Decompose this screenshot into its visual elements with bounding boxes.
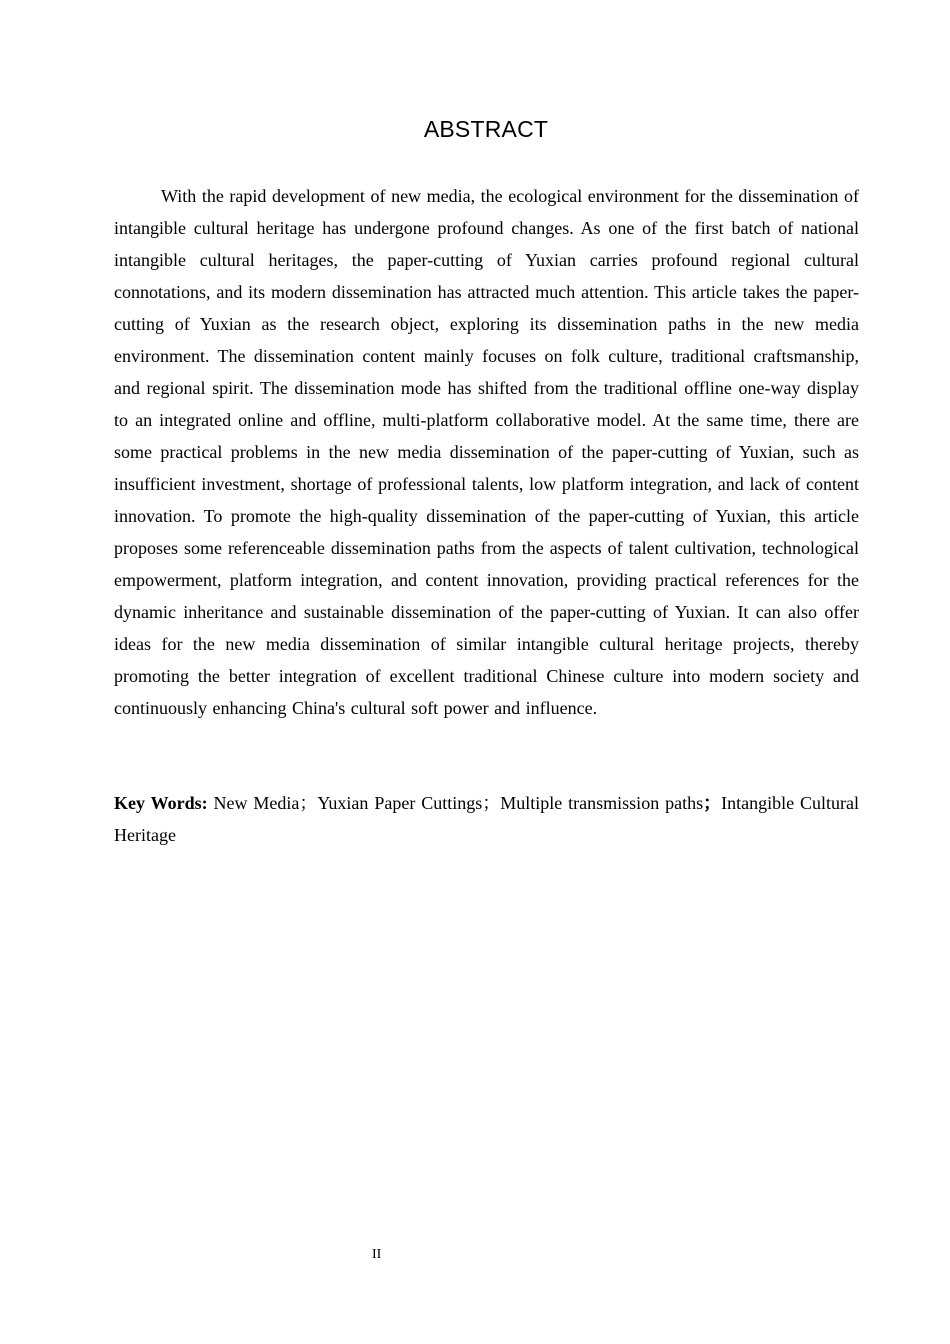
keyword-item: New Media (213, 793, 300, 813)
keywords-label: Key Words: (114, 793, 208, 813)
keyword-item: Yuxian Paper Cuttings (317, 793, 483, 813)
keyword-separator: ； (299, 793, 318, 813)
abstract-title: ABSTRACT (423, 116, 549, 142)
keyword-separator: ； (482, 793, 501, 813)
page-number: II (372, 1247, 382, 1262)
abstract-body: With the rapid development of new media, the ecological environment for the dissemination of intangible cultural heritage has undergone profound changes. As one of the first batch of national intangible cultural heritages, the paper-cutting of Yuxian carries profound regional cultural connotations, and its modern dissemination has attracted much attention. This article takes the paper-cutting of Yuxian as the research object, exploring its dissemination paths in the new media environment. The dissemination content mainly focuses on folk culture, traditional craftsmanship, and regional spirit. The dissemination mode has shifted from the traditional offline one-way display to an integrated online and offline, multi-platform collaborative model. At the same time, there are some practical problems in the new media dissemination of the paper-cutting of Yuxian, such as insufficient investment, shortage of professional talents, low platform integration, and lack of content innovation. To promote the high-quality dissemination of the paper-cutting of Yuxian, this article proposes some referenceable dissemination paths from the aspects of talent cultivation, technological empowerment, platform integration, and content innovation, providing practical references for the dynamic inheritance and sustainable dissemination of the paper-cutting of Yuxian. It can also offer ideas for the new media dissemination of similar intangible cultural heritage projects, thereby promoting the better integration of excellent traditional Chinese culture into modern society and continuously enhancing China's cultural soft power and influence. (114, 186, 859, 718)
keyword-item: Multiple transmission paths (500, 793, 704, 813)
keywords-paragraph (114, 787, 859, 851)
keyword-separator: ； (703, 793, 722, 813)
keyword-item: Intangible Cultural Heritage (114, 793, 859, 845)
